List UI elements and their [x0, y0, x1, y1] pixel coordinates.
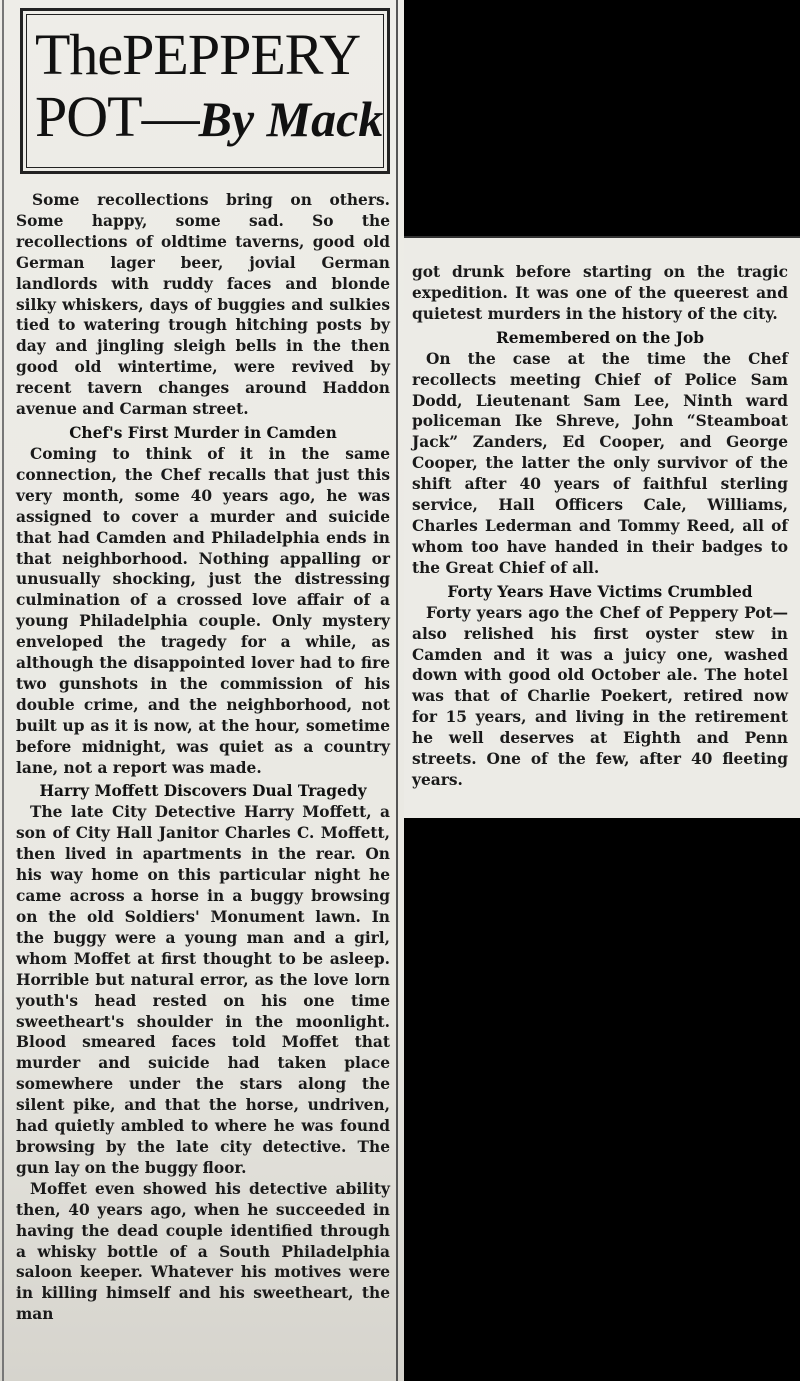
- column-title-line2: [35, 85, 387, 151]
- column-title-pot: POT—: [35, 84, 199, 149]
- byline: By Mack: [198, 91, 384, 147]
- column-title: ThePEPPERY: [35, 22, 361, 87]
- column-edge-rule: [2, 0, 4, 1381]
- paragraph-first-murder: Coming to think of it in the same connection, the Chef recalls that just this very month, some 40 years ago, he was assigned to cover a murder and suicide that had Camden and Philadelphia ends in that neighborhood. Nothing appalling or unusually shocking, just the distressing culmination of a crossed love affair of a young Philadelphia couple. Only mystery enveloped the tragedy for a while, as although the disappointed lover had to fire two gunshots in the commission of his double crime, and the neighborhood, not built up as it is now, at the hour, sometime before midnight, was quiet as a country lane, not a report was made.: [16, 444, 390, 777]
- paragraph-remembered: On the case at the time the Chef recollects meeting Chief of Police Sam Dodd, Lieutenant Sam Lee, Ninth ward policeman Ike Shreve, John “Steamboat Jack” Zanders, Ed Cooper, and George Cooper, the latter the only survivor of the shift after 40 years of faithful sterling service, Hall Officers Cale, Williams, Charles Lederman and Tommy Reed, all of whom too have handed in their badges to the Great Chief of all.: [412, 349, 788, 577]
- subheading-moffett: Harry Moffett Discovers Dual Tragedy: [39, 782, 367, 801]
- subheading-first-murder: Chef's First Murder in Camden: [69, 423, 337, 442]
- column-divider-rule: [396, 0, 398, 1381]
- paragraph-moffett-continued: Moffet even showed his detective ability then, 40 years ago, when he succeeded in having the dead couple identified through a whisky bottle of a South Philadelphia saloon keeper. Whatever his motives were in killing himself and his sweetheart, the man: [16, 1179, 390, 1324]
- paragraph-intro: Some recollections bring on others. Some happy, some sad. So the recollections of oldtime taverns, good old German lager beer, jovial German landlords with ruddy faces and blonde silky whiskers, days of buggies and sulkies tied to watering trough hitching posts by day and jingling sleigh bells in the then good old wintertime, were revived by recent tavern changes around Haddon avenue and Carman street.: [16, 191, 390, 419]
- subheading-remembered: Remembered on the Job: [495, 328, 705, 347]
- paragraph-continuation: got drunk before starting on the tragic expedition. It was one of the queerest and quietest murders in the history of the city.: [412, 263, 788, 323]
- subheading-forty-years: Forty Years Have Victims Crumbled: [447, 582, 753, 601]
- paragraph-moffett: The late City Detective Harry Moffett, a son of City Hall Janitor Charles C. Moffett, then lived in apartments in the rear. On his way home on this particular night he came across a horse in a buggy browsing on the old Soldiers' Monument lawn. In the buggy were a young man and a girl, whom Moffet at first thought to be asleep. Horrible but natural error, as the love lorn youth's head rested on his one time sweetheart's shoulder in the moonlight. Blood smeared faces told Moffet that murder and suicide had taken place somewhere under the stars along the silent pike, and that the horse, undriven, had quietly ambled to where he was found browsing by the late city detective. The gun lay on the buggy floor.: [16, 803, 390, 1177]
- paragraph-forty-years: Forty years ago the Chef of Peppery Pot—also relished his first oyster stew in Camden and it was a juicy one, washed down with good old October ale. The hotel was that of Charlie Poekert, retired now for 15 years, and living in the retirement he well deserves at Eighth and Penn streets. One of the few, after 40 fleeting years.: [412, 603, 788, 789]
- article-column-right: [404, 236, 800, 818]
- column-header-box: [20, 8, 390, 174]
